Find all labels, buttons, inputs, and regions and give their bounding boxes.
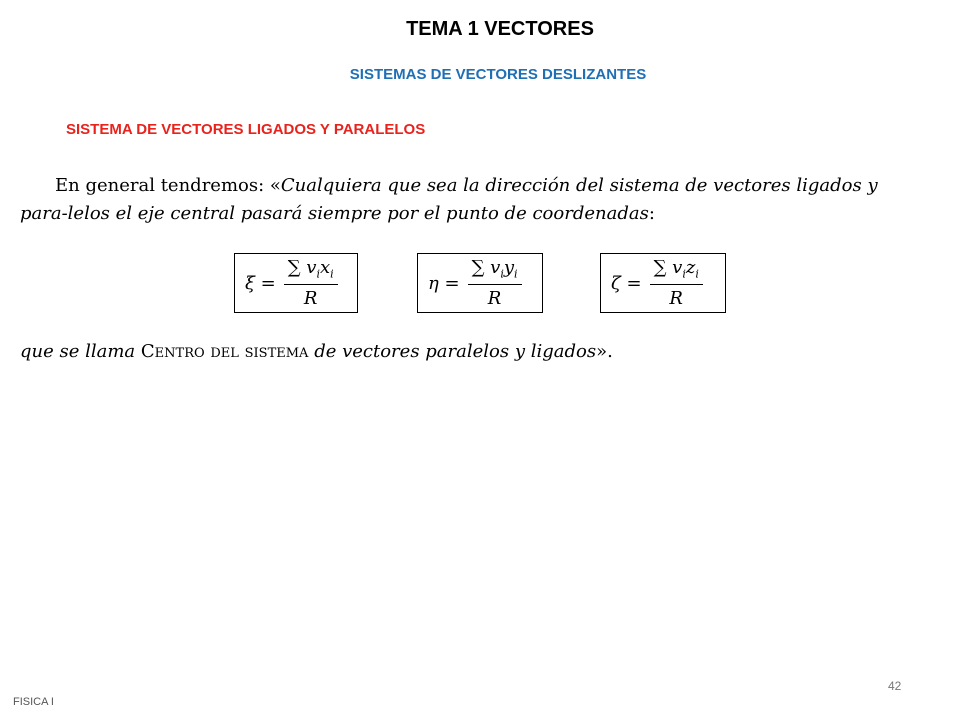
subscript: i (695, 267, 699, 281)
paragraph-conclusion-part1: que se llama (20, 341, 136, 362)
variable: z (685, 257, 696, 279)
paragraph-conclusion-tail: ». (596, 341, 613, 362)
section-heading: SISTEMA DE VECTORES LIGADOS Y PARALELOS (66, 121, 426, 138)
equation-denominator: R (669, 287, 683, 309)
paragraph-intro (20, 172, 930, 228)
subscript: i (330, 267, 334, 281)
sum-term: ∑ v (471, 257, 501, 279)
subscript: i (316, 267, 320, 281)
equation-eta-box (417, 253, 543, 313)
paragraph-intro-tail: : (648, 203, 655, 224)
equation-denominator: R (303, 287, 318, 309)
subscript: i (514, 267, 518, 281)
subscript: i (500, 267, 504, 281)
paragraph-conclusion (20, 338, 930, 366)
equation-fraction (284, 257, 338, 309)
sum-term: ∑ v (287, 257, 317, 279)
variable: y (503, 257, 515, 279)
equation-numerator (284, 257, 338, 285)
equation-lhs: ξ = (245, 272, 276, 294)
equation-fraction (650, 257, 703, 309)
sum-term: ∑ v (653, 257, 683, 279)
page-number: 42 (888, 679, 902, 693)
paragraph-intro-lead: En general tendremos: « (55, 175, 281, 196)
equation-lhs: ζ = (611, 272, 642, 294)
equation-fraction (468, 257, 522, 309)
equation-xi-box (234, 253, 358, 313)
equation-lhs: η = (428, 272, 460, 294)
paragraph-conclusion-smallcaps: Centro del sistema (140, 341, 309, 362)
equation-numerator (468, 257, 522, 285)
page-title: TEMA 1 VECTORES (406, 18, 594, 40)
variable: x (320, 257, 331, 279)
equation-zeta-box (600, 253, 726, 313)
equation-denominator: R (487, 287, 502, 309)
footer-course-label: FISICA I (13, 696, 54, 708)
equation-numerator (650, 257, 703, 285)
subscript: i (682, 267, 686, 281)
paragraph-intro-quote: Cualquiera que sea la dirección del sistema de vectores ligados y para-lelos el eje central pasará siempre por el punto de coordenadas (20, 175, 878, 224)
page-subtitle: SISTEMAS DE VECTORES DESLIZANTES (349, 66, 647, 83)
paragraph-conclusion-part2: de vectores paralelos y ligados (314, 341, 597, 362)
